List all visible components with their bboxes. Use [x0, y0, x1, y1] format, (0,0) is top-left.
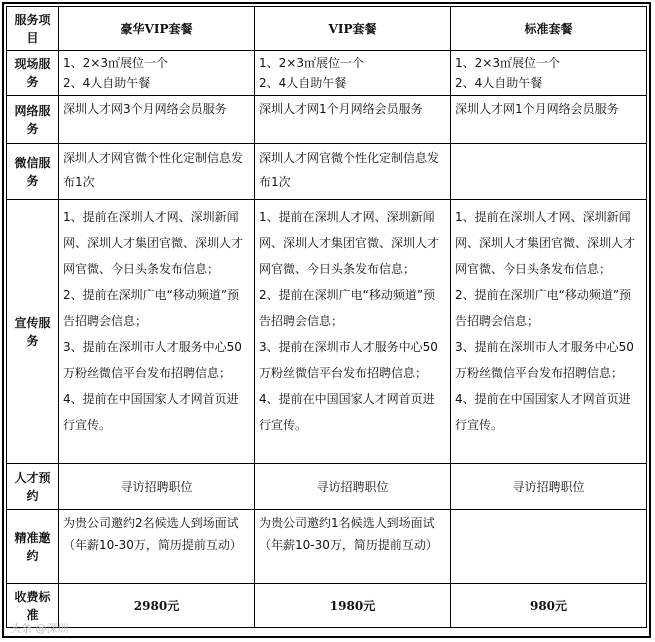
row-appointment: [7, 464, 647, 510]
promo-standard-item1: 1、提前在深圳人才网、深圳新闻网、深圳人才集团官微、深圳人才网官微、今日头条发布信息；: [455, 210, 636, 276]
promo-standard-item3: 3、提前在深圳市人才服务中心50万粉丝微信平台发布招聘信息；: [455, 340, 634, 380]
row-fee: [7, 584, 647, 628]
row-onsite: [7, 51, 647, 96]
row-wechat: [7, 144, 647, 200]
onsite-deluxe-line2: 2、4人自助午餐: [63, 76, 151, 90]
package-table: [6, 6, 647, 628]
promo-vip-item1: 1、提前在深圳人才网、深圳新闻网、深圳人才集团官微、深圳人才网官微、今日头条发布信息；: [259, 210, 440, 276]
cell-wechat-standard: [451, 144, 647, 200]
cell-precise-deluxe: 为贵公司邀约2名候选人到场面试（年薪10-30万，简历提前互动）: [59, 510, 255, 584]
cell-promo-deluxe: [59, 200, 255, 464]
cell-fee-standard: 980元: [451, 584, 647, 628]
row-precise: [7, 510, 647, 584]
cell-wechat-vip: 深圳人才网官微个性化定制信息发布1次: [255, 144, 451, 200]
onsite-standard-line1: 1、2×3㎡展位一个: [455, 56, 560, 70]
cell-precise-vip: 为贵公司邀约1名候选人到场面试（年薪10-30万，简历提前互动）: [255, 510, 451, 584]
cell-network-deluxe: 深圳人才网3个月网络会员服务: [59, 96, 255, 144]
watermark: 头条 @深圳: [10, 622, 69, 635]
header-vip: VIP套餐: [255, 7, 451, 51]
onsite-deluxe-line1: 1、2×3㎡展位一个: [63, 56, 168, 70]
cell-promo-standard: [451, 200, 647, 464]
promo-vip-item3: 3、提前在深圳市人才服务中心50万粉丝微信平台发布招聘信息；: [259, 340, 438, 380]
promo-deluxe-item2: 2、提前在深圳广电“移动频道”预告招聘会信息；: [63, 288, 240, 328]
promo-vip-item4: 4、提前在中国国家人才网首页进行宣传。: [259, 392, 435, 432]
row-label-onsite: 现场服务: [7, 51, 59, 96]
header-service-items: 服务项目: [7, 7, 59, 51]
cell-network-standard: 深圳人才网1个月网络会员服务: [451, 96, 647, 144]
cell-appointment-deluxe: 寻访招聘职位: [59, 464, 255, 510]
onsite-standard-line2: 2、4人自助午餐: [455, 76, 543, 90]
cell-appointment-vip: 寻访招聘职位: [255, 464, 451, 510]
row-promo: [7, 200, 647, 464]
promo-deluxe-item1: 1、提前在深圳人才网、深圳新闻网、深圳人才集团官微、深圳人才网官微、今日头条发布信息；: [63, 210, 244, 276]
cell-appointment-standard: 寻访招聘职位: [451, 464, 647, 510]
cell-fee-deluxe: 2980元: [59, 584, 255, 628]
onsite-vip-line1: 1、2×3㎡展位一个: [259, 56, 364, 70]
cell-onsite-deluxe: [59, 51, 255, 96]
cell-precise-standard: [451, 510, 647, 584]
cell-wechat-deluxe: 深圳人才网官微个性化定制信息发布1次: [59, 144, 255, 200]
onsite-vip-line2: 2、4人自助午餐: [259, 76, 347, 90]
row-label-network: 网络服务: [7, 96, 59, 144]
row-label-precise: 精准邀约: [7, 510, 59, 584]
header-row: [7, 7, 647, 51]
cell-onsite-vip: [255, 51, 451, 96]
row-label-wechat: 微信服务: [7, 144, 59, 200]
promo-deluxe-item4: 4、提前在中国国家人才网首页进行宣传。: [63, 392, 239, 432]
promo-standard-item4: 4、提前在中国国家人才网首页进行宣传。: [455, 392, 631, 432]
promo-standard-item2: 2、提前在深圳广电“移动频道”预告招聘会信息；: [455, 288, 632, 328]
cell-fee-vip: 1980元: [255, 584, 451, 628]
row-label-appointment: 人才预约: [7, 464, 59, 510]
row-label-fee: 收费标准: [7, 584, 59, 628]
cell-network-vip: 深圳人才网1个月网络会员服务: [255, 96, 451, 144]
header-standard: 标准套餐: [451, 7, 647, 51]
row-network: [7, 96, 647, 144]
row-label-promo: 宣传服务: [7, 200, 59, 464]
header-deluxe-vip: 豪华VIP套餐: [59, 7, 255, 51]
promo-deluxe-item3: 3、提前在深圳市人才服务中心50万粉丝微信平台发布招聘信息；: [63, 340, 242, 380]
cell-onsite-standard: [451, 51, 647, 96]
cell-promo-vip: [255, 200, 451, 464]
promo-vip-item2: 2、提前在深圳广电“移动频道”预告招聘会信息；: [259, 288, 436, 328]
